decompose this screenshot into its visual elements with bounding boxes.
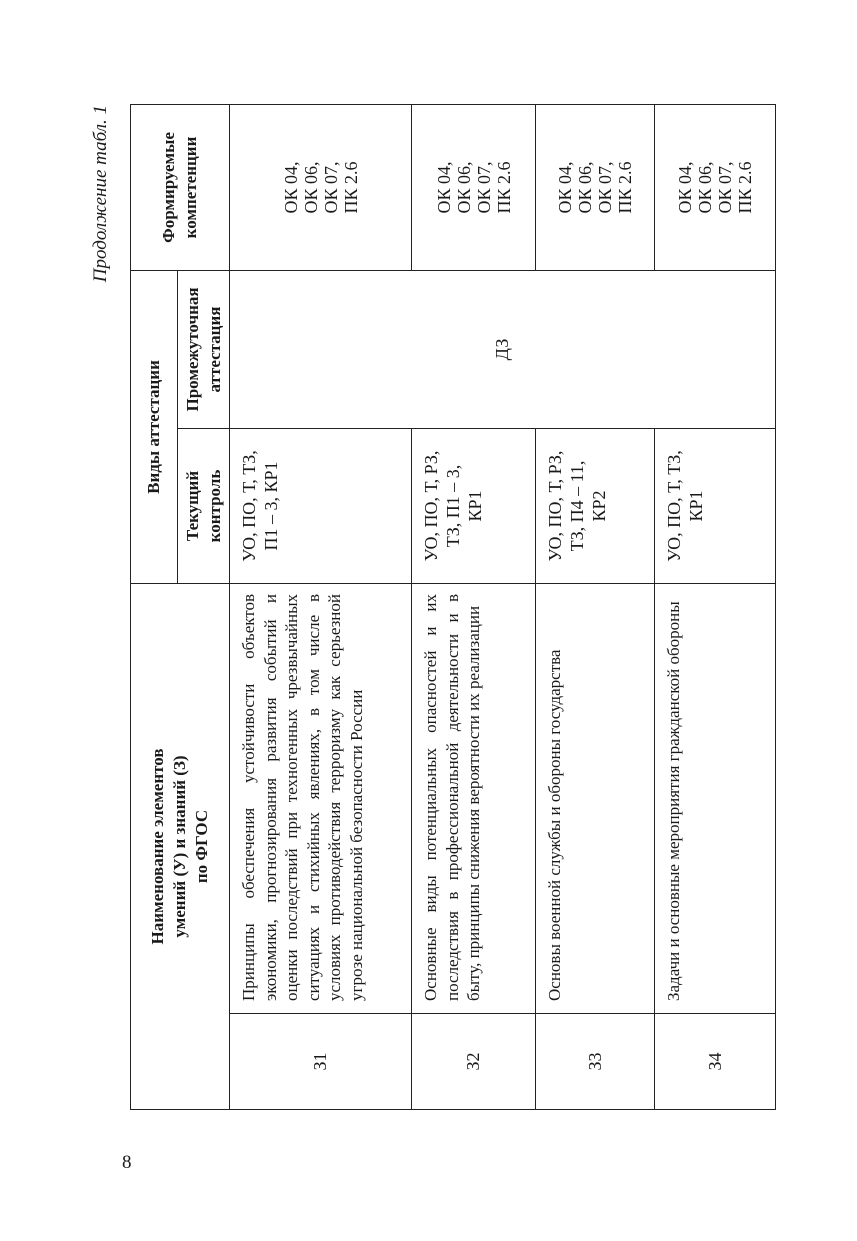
current-line: ТЗ, П4 – 11,: [567, 460, 587, 552]
current-line: КР1: [686, 490, 706, 522]
header-current-line: Текущий: [182, 470, 202, 542]
header-current-control: [178, 428, 230, 583]
table-row: [655, 104, 776, 1109]
page-number: 8: [122, 1152, 132, 1173]
row-competencies: [536, 104, 655, 270]
row-description: Основные виды потенциальных опасностей и их последствия в профессиональной деятельности и в быту, принципы снижения вероятности их реализации: [412, 583, 536, 1013]
table-row: [536, 104, 655, 1109]
row-current-control: [230, 428, 412, 583]
header-current-line: контроль: [204, 469, 224, 543]
current-line: УО, ПО, Т, ТЗ,: [239, 450, 259, 562]
competency-line: ОК 06,: [575, 161, 595, 214]
competency-line: ОК 04,: [555, 161, 575, 214]
competency-line: ОК 07,: [715, 161, 735, 214]
competency-line: ОК 04,: [675, 161, 695, 214]
header-competencies-line: компетенции: [181, 136, 200, 239]
current-line: ТЗ, П1 – 3,: [443, 464, 463, 548]
header-name-line: по ФГОС: [192, 809, 211, 884]
competency-line: ОК 07,: [595, 161, 615, 214]
row-competencies: [412, 104, 536, 270]
header-competencies: [131, 104, 230, 270]
competency-line: ОК 04,: [280, 161, 301, 214]
current-line: КР2: [589, 490, 609, 522]
continuation-label: Продолжение табл. 1: [90, 105, 111, 283]
competency-line: ОК 04,: [433, 161, 454, 214]
header-intermediate-line: Промежуточная: [182, 287, 202, 412]
rotated-table-area: [86, 105, 776, 1110]
row-number: З2: [412, 1014, 536, 1110]
header-attestation: Виды аттестации: [131, 270, 178, 583]
competency-line: ОК 07,: [473, 161, 494, 214]
row-number: З1: [230, 1014, 412, 1110]
row-description: Основы военной службы и обороны государства: [536, 583, 655, 1013]
row-number: З3: [536, 1014, 655, 1110]
competency-line: ПК 2.6: [493, 161, 514, 214]
table-row: [230, 104, 412, 1109]
header-name-line: умений (У) и знаний (З): [170, 755, 189, 938]
current-line: КР1: [465, 490, 485, 522]
header-name-column: [131, 583, 230, 1109]
current-line: УО, ПО, Т, ТЗ,: [664, 450, 684, 562]
row-current-control: [412, 428, 536, 583]
competency-line: ПК 2.6: [340, 161, 361, 214]
current-line: УО, ПО, Т, РЗ,: [421, 450, 441, 562]
row-competencies: [230, 104, 412, 270]
competency-table: [130, 104, 776, 1110]
row-current-control: [536, 428, 655, 583]
current-line: П1 – 3, КР1: [261, 461, 281, 551]
row-competencies: [655, 104, 776, 270]
competency-line: ПК 2.6: [735, 161, 755, 214]
header-name-line: Наименование элементов: [148, 748, 167, 945]
header-competencies-line: Формируемые: [159, 132, 178, 243]
header-intermediate: [178, 270, 230, 428]
table-row: [412, 104, 536, 1109]
row-description: Принципы обеспечения устойчивости объектов экономики, прогнозирования развития событий и оценки последствий при техногенных чрезвычайных ситуациях и стихийных явлениях, в том числе в условиях противодействия терроризму как серьезной угрозе национальной безопасности России: [230, 583, 412, 1013]
header-intermediate-line: аттестация: [204, 306, 224, 393]
row-current-control: [655, 428, 776, 583]
competency-line: ОК 07,: [320, 161, 341, 214]
competency-line: ПК 2.6: [615, 161, 635, 214]
current-line: УО, ПО, Т, РЗ,: [545, 450, 565, 562]
competency-line: ОК 06,: [695, 161, 715, 214]
row-description: Задачи и основные мероприятия гражданской обороны: [655, 583, 776, 1013]
competency-line: ОК 06,: [300, 161, 321, 214]
intermediate-value: ДЗ: [230, 270, 776, 428]
competency-line: ОК 06,: [453, 161, 474, 214]
row-number: З4: [655, 1014, 776, 1110]
